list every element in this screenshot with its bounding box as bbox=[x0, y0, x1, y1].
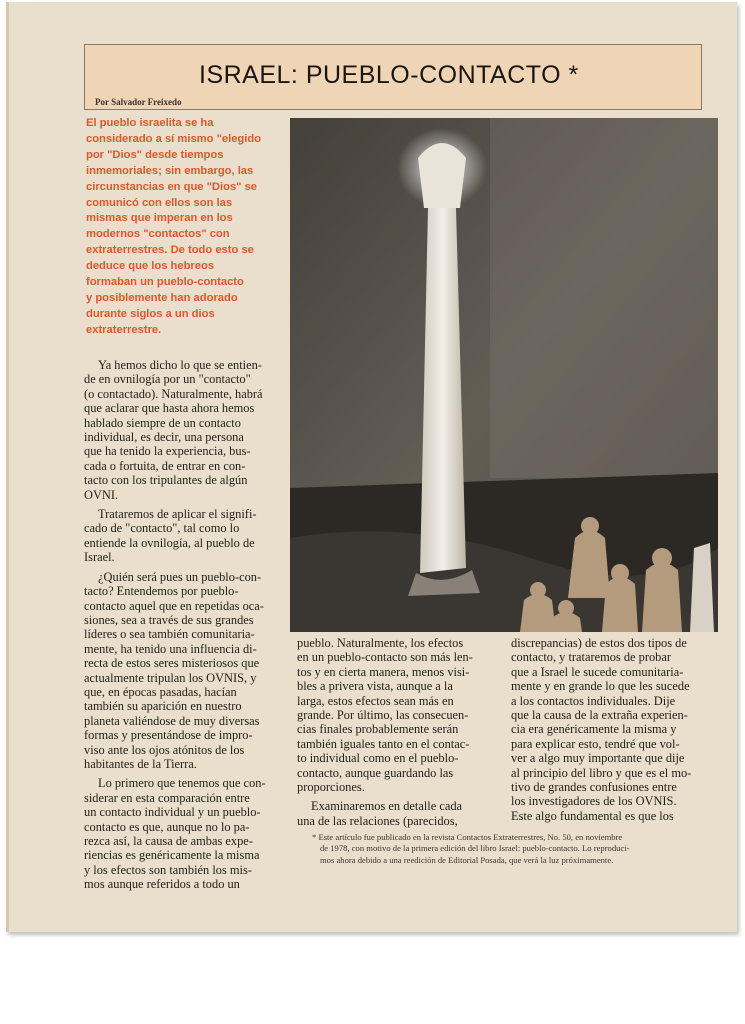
body-line: que, en épocas pasadas, hacían bbox=[84, 684, 237, 699]
body-line: discrepancias) de estos dos tipos de bbox=[511, 636, 687, 650]
lead-line: extraterrestres. De todo esto se bbox=[86, 244, 254, 257]
body-line: recta de estos seres misteriosos que bbox=[84, 656, 260, 671]
body-line: siones, sea a través de sus grandes bbox=[84, 612, 254, 627]
body-line: en un pueblo-contacto son más len- bbox=[297, 650, 473, 665]
body-line: viso ante los ojos atónitos de los bbox=[84, 742, 245, 757]
lead-line: El pueblo israelita se ha bbox=[86, 117, 214, 129]
body-line: larga, estos efectos sean más en bbox=[297, 693, 454, 708]
body-line: contacto, y trataremos de probar bbox=[511, 650, 671, 665]
body-line: cia era genéricamente la misma y bbox=[511, 722, 677, 737]
body-line: Examinaremos en detalle cada bbox=[311, 799, 463, 814]
body-line: to individual como en el pueblo- bbox=[297, 751, 459, 766]
body-line: contacto aquel que en repetidas oca- bbox=[84, 598, 264, 613]
body-line: actualmente tripulan los OVNIS, y bbox=[84, 670, 257, 685]
body-line: mente y en grande lo que les sucede bbox=[511, 679, 690, 694]
byline: Por Salvador Freixedo bbox=[95, 97, 182, 107]
body-line: rezca así, la causa de ambas expe- bbox=[84, 834, 253, 848]
pillar-apparition-image bbox=[290, 118, 718, 632]
body-line: también su aparición en nuestro bbox=[84, 699, 242, 714]
body-line: bles a privera vista, aunque a la bbox=[297, 679, 453, 694]
body-line: que la causa de la extraña experien- bbox=[511, 708, 688, 723]
body-line: habitantes de la Tierra. bbox=[84, 756, 197, 771]
body-line: los investigadores de los OVNIS. bbox=[511, 794, 677, 809]
body-line: una de las relaciones (parecidos, bbox=[297, 813, 458, 828]
title-box bbox=[84, 44, 702, 110]
body-line: Lo primero que tenemos que con- bbox=[98, 776, 266, 791]
lead-line: durante siglos a un dios bbox=[86, 307, 215, 320]
body-column-1 bbox=[84, 358, 282, 892]
body-line: tacto? Entendemos por pueblo- bbox=[84, 584, 239, 599]
lead-line: deduce que los hebreos bbox=[86, 260, 215, 273]
body-line: OVNI. bbox=[84, 487, 119, 502]
body-line: cias finales probablemente serán bbox=[297, 722, 459, 737]
body-line: entiende la ovnilogía, al pueblo de bbox=[84, 535, 255, 550]
body-line: mos aunque referidos a todo un bbox=[84, 877, 240, 892]
body-column-2 bbox=[297, 636, 493, 828]
lead-paragraph bbox=[86, 116, 276, 339]
lead-line: y posiblemente han adorado bbox=[86, 291, 238, 304]
body-line: (o contactado). Naturalmente, habrá bbox=[84, 386, 263, 401]
body-line: tos y en cierta manera, menos visi- bbox=[297, 664, 470, 679]
body-line: pueblo. Naturalmente, los efectos bbox=[297, 636, 464, 650]
body-line: tacto con los tripulantes de algún bbox=[84, 473, 248, 488]
body-line: planeta valiéndose de muy diversas bbox=[84, 713, 260, 728]
lead-line: mismas que imperan en los bbox=[86, 212, 233, 225]
body-line: grande. Por último, las consecuen- bbox=[297, 708, 469, 723]
body-line: riencias es genéricamente la misma bbox=[84, 848, 260, 863]
lead-line: extraterrestre. bbox=[86, 323, 162, 336]
body-line: siderar en esta comparación entre bbox=[84, 790, 250, 805]
body-line: a los contactos individuales. Dije bbox=[511, 693, 676, 708]
footnote-line: * Este artículo fue publicado en la revista Contactos Extraterrestres, No. 50, en noviembre bbox=[312, 832, 623, 842]
body-line: de en ovnilogía por un "contacto" bbox=[84, 372, 251, 387]
footnote bbox=[312, 832, 707, 866]
body-line: contacto, aunque guardando las bbox=[297, 765, 454, 780]
footnote-line: mos ahora debido a una reedición de Editorial Posada, que verá la luz próximamente. bbox=[320, 854, 614, 865]
lead-line: circunstancias en que "Dios" se bbox=[86, 180, 258, 193]
pillar-top bbox=[418, 143, 466, 208]
body-line: que aclarar que hasta ahora hemos bbox=[84, 401, 255, 416]
body-line: Ya hemos dicho lo que se entien- bbox=[98, 358, 262, 372]
body-line: ver a algo muy importante que dije bbox=[511, 751, 685, 766]
lead-line: por "Dios" desde tiempos bbox=[86, 148, 224, 161]
body-line: proporciones. bbox=[297, 780, 365, 795]
body-line: Este algo fundamental es que los bbox=[511, 808, 674, 823]
body-line: Israel. bbox=[84, 550, 115, 565]
body-line: que a Israel le sucede comunitaria- bbox=[511, 664, 684, 679]
body-line: para explicar esto, tendré que vol- bbox=[511, 736, 680, 751]
body-line: tivo de grandes confusiones entre bbox=[511, 780, 677, 795]
lead-line: comunicó con ellos son las bbox=[86, 196, 233, 209]
body-line: contacto es que, aunque no lo pa- bbox=[84, 819, 250, 834]
footnote-line: de 1978, con motivo de la primera edición del libro Israel: pueblo-contacto. Lo reproduci- bbox=[320, 843, 630, 854]
lead-line: formaban un pueblo-contacto bbox=[86, 276, 244, 289]
body-line: formas y presentándose de impro- bbox=[84, 728, 253, 743]
photo-illustration bbox=[290, 118, 718, 632]
body-column-3 bbox=[511, 636, 707, 823]
body-line: ¿Quién será pues un pueblo-con- bbox=[98, 569, 262, 584]
lead-line: considerado a sí mismo "elegido bbox=[86, 132, 262, 145]
body-line: Trataremos de aplicar el signifi- bbox=[98, 507, 257, 522]
body-line: y los efectos son también los mis- bbox=[84, 862, 252, 877]
article-title: ISRAEL: PUEBLO-CONTACTO * bbox=[199, 61, 579, 89]
body-line: cado de "contacto", tal como lo bbox=[84, 521, 240, 536]
lead-line: modernos "contactos" con bbox=[86, 228, 230, 241]
body-line: un contacto individual y un pueblo- bbox=[84, 805, 261, 820]
body-line: líderes o sea también comunitaria- bbox=[84, 627, 255, 642]
body-line: que ha tenido la experiencia, bus- bbox=[84, 444, 251, 459]
body-line: mente, ha tenido una influencia di- bbox=[84, 641, 257, 656]
body-line: al principio del libro y que es el mo- bbox=[511, 765, 692, 780]
body-line: individual, es decir, una persona bbox=[84, 430, 244, 445]
body-line: hablado siempre de un contacto bbox=[84, 415, 241, 430]
body-line: cada o fortuita, de entrar en con- bbox=[84, 458, 246, 473]
body-line: también iguales tanto en el contac- bbox=[297, 736, 470, 751]
lead-line: inmemoriales; sin embargo, las bbox=[86, 164, 254, 177]
